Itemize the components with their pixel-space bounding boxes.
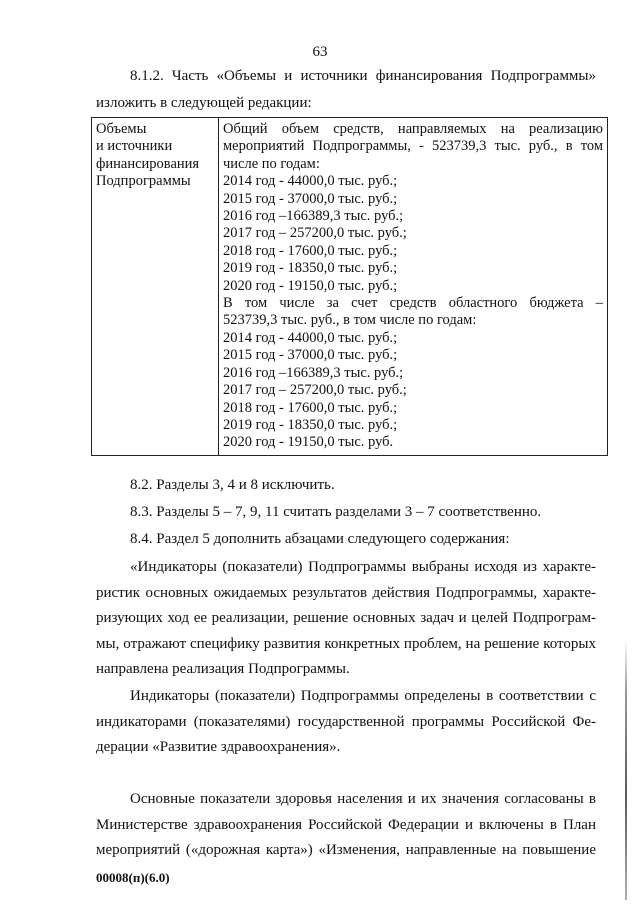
value-line: 2020 год - 19150,0 тыс. руб. xyxy=(223,434,394,451)
label-line: финансирования xyxy=(96,155,200,172)
text-line: мероприятий («дорожная карта») «Изменения, направленные на повышение xyxy=(96,842,596,858)
value-line: 2019 год - 18350,0 тыс. руб.; xyxy=(223,416,398,433)
intro-line-1: 8.1.2. Часть «Объемы и источники финансирования Подпрограммы» xyxy=(130,68,596,84)
intro-paragraph xyxy=(96,65,596,115)
quote-paragraph-1 xyxy=(96,555,596,683)
value-line: 2017 год – 257200,0 тыс. руб.; xyxy=(223,382,407,399)
value-line: 2018 год - 17600,0 тыс. руб.; xyxy=(223,242,398,259)
text-line: Основные показатели здоровья населения и их значения согласованы в xyxy=(130,791,596,807)
text-line: «Индикаторы (показатели) Подпрограммы выбраны исходя из характе- xyxy=(130,559,596,575)
table-value-cell xyxy=(219,118,608,456)
text-line: Индикаторы (показатели) Подпрограммы определены в соответствии с xyxy=(130,688,596,704)
text-line: направлена реализация Подпрограммы. xyxy=(96,661,350,677)
value-line: 523739,3 тыс. руб., в том числе по годам: xyxy=(223,312,477,329)
intro-line-2: изложить в следующей редакции: xyxy=(96,95,312,111)
value-line: 2019 год - 18350,0 тыс. руб.; xyxy=(223,260,398,277)
text-line: Министерстве здравоохранения Российской Федерации и включены в План xyxy=(96,816,596,833)
value-line: 2018 год - 17600,0 тыс. руб.; xyxy=(223,399,398,416)
value-line: В том числе за счет средств областного бюджета – xyxy=(223,295,603,312)
label-line: Объемы xyxy=(96,121,147,137)
page-number: 63 xyxy=(312,44,328,60)
text-line: дерации «Развитие здравоохранения». xyxy=(96,739,341,755)
paragraph-8-3: 8.3. Разделы 5 – 7, 9, 11 считать разделами 3 – 7 соответственно. xyxy=(130,504,542,520)
label-line: и источники xyxy=(96,138,173,155)
paragraph-8-2: 8.2. Разделы 3, 4 и 8 исключить. xyxy=(130,477,335,493)
value-line: 2020 год - 19150,0 тыс. руб.; xyxy=(223,277,398,294)
scan-edge-mark xyxy=(625,640,627,900)
value-line: 2016 год –166389,3 тыс. руб.; xyxy=(223,364,404,381)
quote-paragraph-2 xyxy=(96,684,596,761)
text-line: мы, отражают специфику развития конкретных проблем, на решение которых xyxy=(96,635,596,652)
value-line: Общий объем средств, направляемых на реализацию xyxy=(223,121,603,137)
label-line: Подпрограммы xyxy=(96,173,191,190)
value-line: 2016 год –166389,3 тыс. руб.; xyxy=(223,208,404,225)
paragraph-8-4: 8.4. Раздел 5 дополнить абзацами следующего содержания: xyxy=(130,531,510,547)
value-line: 2015 год - 37000,0 тыс. руб.; xyxy=(223,347,398,364)
value-line: 2014 год - 44000,0 тыс. руб.; xyxy=(223,329,398,346)
value-line: мероприятий Подпрограммы, - 523739,3 тыс. руб., в том xyxy=(223,138,603,155)
text-line: индикаторами (показателями) государственной программы Российской Фе- xyxy=(96,713,596,730)
value-line: 2017 год – 257200,0 тыс. руб.; xyxy=(223,225,407,242)
document-code: 00008(п)(6.0) xyxy=(96,870,170,885)
financing-table xyxy=(91,117,608,456)
value-line: числе по годам: xyxy=(223,155,320,172)
text-line: ристик основных ожидаемых результатов действия Подпрограммы, характе- xyxy=(96,584,596,601)
value-line: 2015 год - 37000,0 тыс. руб.; xyxy=(223,190,398,207)
value-line: 2014 год - 44000,0 тыс. руб.; xyxy=(223,173,398,190)
text-line: ризующих ход ее реализации, решение основных задач и целей Подпрограм- xyxy=(96,610,596,626)
quote-paragraph-3 xyxy=(96,787,596,864)
table-row xyxy=(92,118,608,456)
table-label-cell xyxy=(92,118,219,456)
